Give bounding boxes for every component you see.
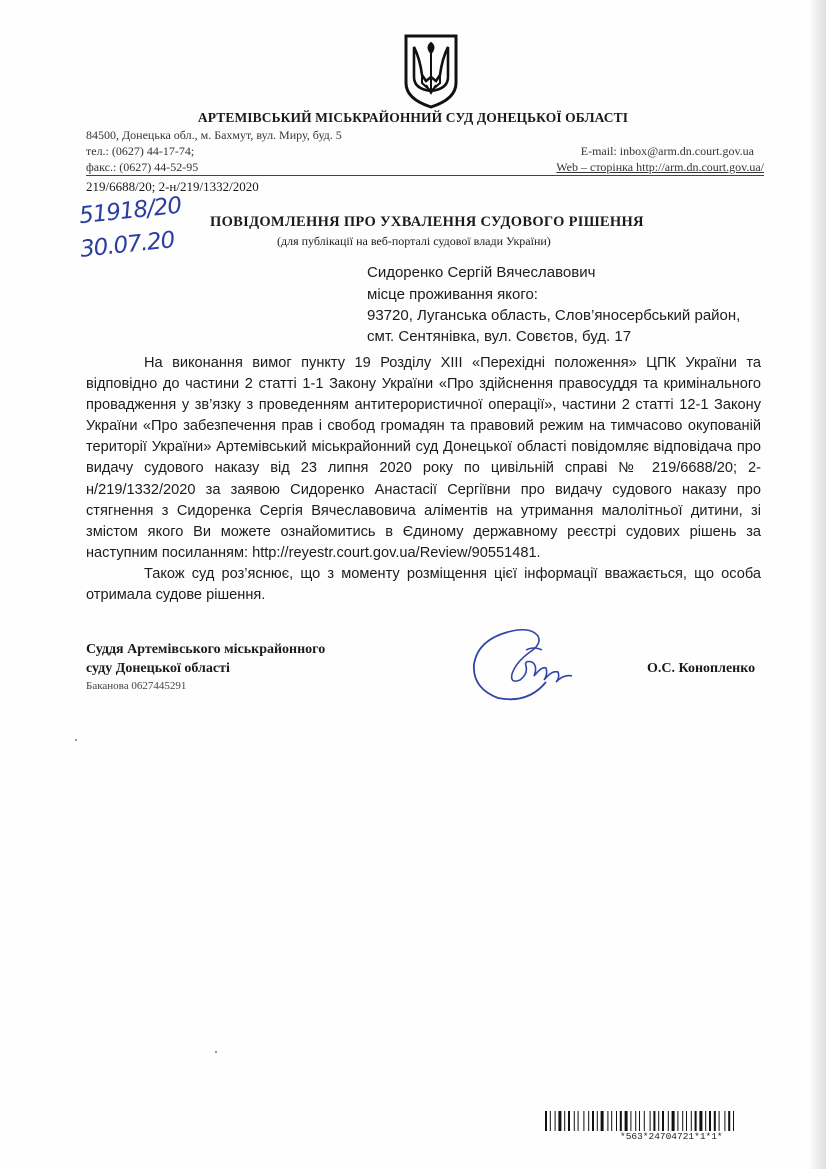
court-address: 84500, Донецька обл., м. Бахмут, вул. Миру, буд. 5 — [86, 128, 342, 142]
handwritten-registration-number: 51918/20 — [77, 192, 183, 230]
court-email: E-mail: inbox@arm.dn.court.gov.ua — [580, 144, 754, 158]
addressee-residence-label: місце проживання якого: — [367, 286, 538, 303]
court-website: Web – сторінка http://arm.dn.court.gov.ua/ — [556, 160, 764, 174]
body-paragraph-2: Також суд роз’яснює, що з моменту розміщення цієї інформації вважається, що особа отримала судове рішення. — [86, 565, 761, 604]
addressee-address-line2: смт. Сентянівка, вул. Совєтов, буд. 17 — [367, 328, 632, 345]
barcode — [545, 1111, 785, 1131]
addressee-name: Сидоренко Сергій Вячеславович — [367, 264, 596, 281]
body-paragraph-1: На виконання вимог пункту 19 Розділу ХІІІ «Перехідні положення» ЦПК України та відповідно до частини 2 статті 1-1 Закону України «Про здійснення правосуддя та кримінального провадження у зв’язку з проведенням антитерористичної операції», частини 2 статті 12-1 Закону України «Про забезпечення прав і свобод громадян та правовий режим на тимчасово окупованій території України» Артемівський міськрайонний суд Донецької області повідомляє відповідача про видачу судового наказу від 23 липня 2020 року по цивільній справі № 219/6688/20; 2-н/219/1332/2020 за заявою Сидоренко Анастасії Сергіївни про видачу судового наказу про стягнення з Сидоренка Сергія Вячеславовича аліментів на утримання малолітньої дитини, зі змістом якого Ви можете ознайомитись в Єдиному державному реєстрі судових рішень за наступним посиланням: http://reyestr.court.gov.ua/Review/90551481. — [86, 355, 761, 561]
handwritten-date: 30.07.20 — [78, 227, 176, 263]
notice-title: ПОВІДОМЛЕННЯ ПРО УХВАЛЕННЯ СУДОВОГО РІШЕННЯ — [210, 214, 644, 230]
court-name: АРТЕМІВСЬКИЙ МІСЬКРАЙОННИЙ СУД ДОНЕЦЬКОЇ ОБЛАСТІ — [197, 110, 629, 125]
addressee-address-line1: 93720, Луганська область, Слов’яносербський район, — [367, 307, 741, 324]
judge-position-line2: суду Донецької області — [86, 661, 230, 676]
notice-subtitle: (для публікації на веб-порталі судової влади України) — [277, 234, 551, 248]
scan-speck — [215, 1051, 217, 1053]
scan-speck — [75, 739, 77, 741]
clerk-contact: Баканова 0627445291 — [86, 680, 187, 692]
judge-signature — [468, 622, 576, 704]
case-number: 219/6688/20; 2-н/219/1332/2020 — [86, 179, 259, 194]
barcode-number: *563*24704721*1*1* — [620, 1131, 723, 1142]
judge-position-line1: Суддя Артемівського міськрайонного — [86, 642, 326, 657]
header-divider — [86, 175, 764, 176]
court-phone: тел.: (0627) 44-17-74; — [86, 144, 195, 158]
judge-name: О.С. Коноплeнко — [647, 661, 756, 676]
trident-emblem-icon — [402, 33, 460, 109]
court-fax: факс.: (0627) 44-52-95 — [86, 160, 199, 174]
scan-edge-shadow — [808, 0, 826, 1169]
body-text — [86, 353, 761, 606]
